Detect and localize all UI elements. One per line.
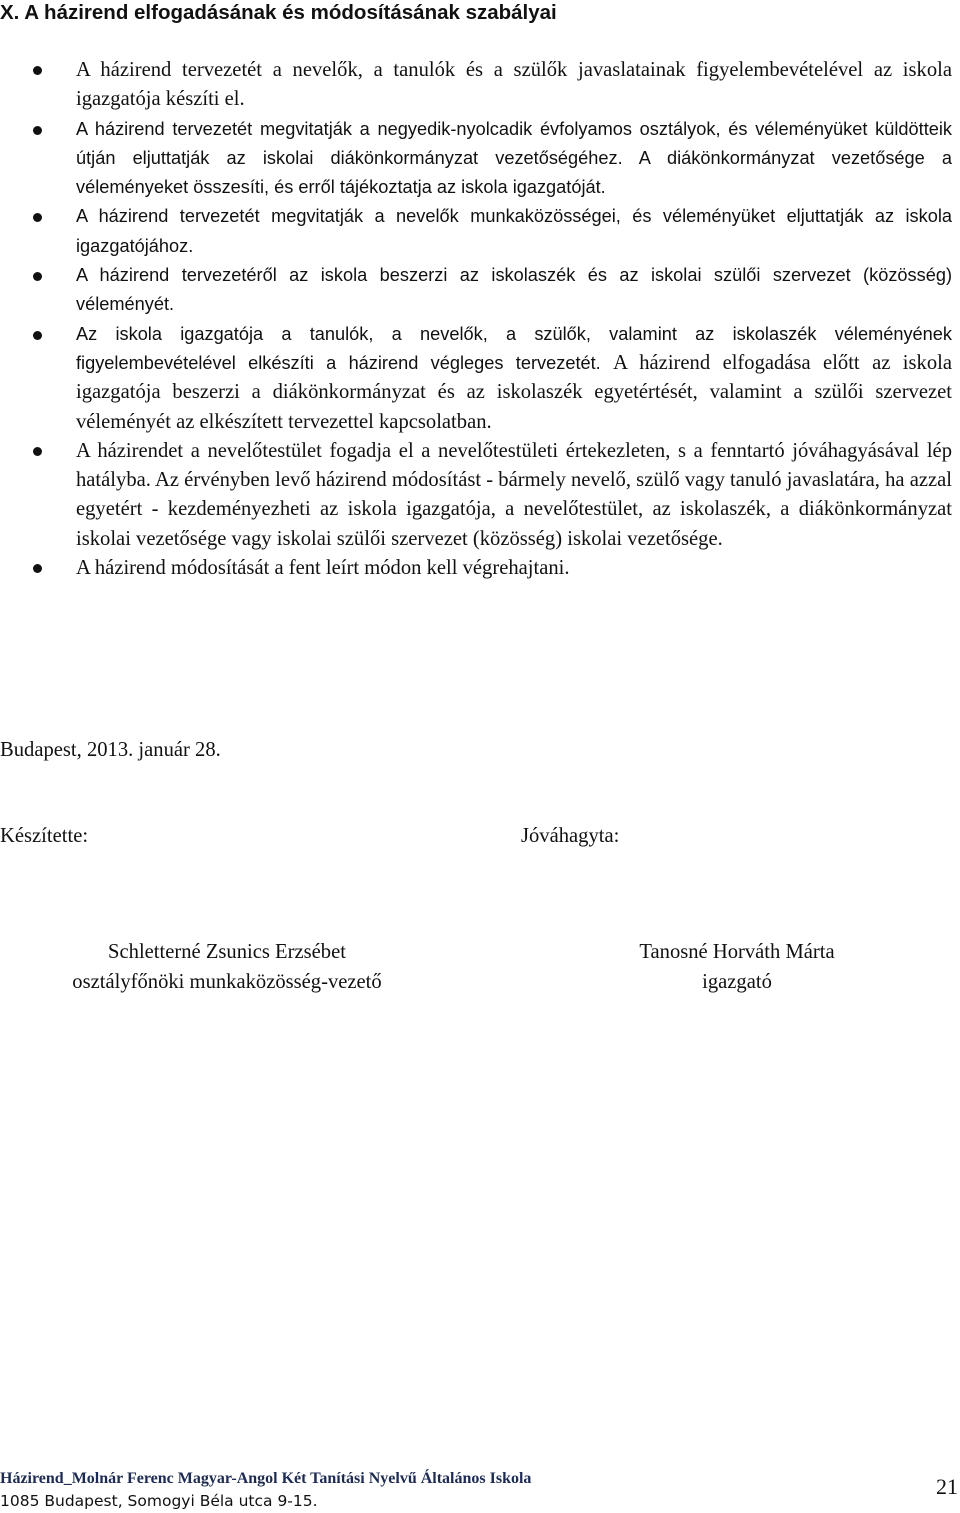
rule-text: A házirend tervezetét megvitatják a negyedik-nyolcadik évfolyamos osztályok, és véleményüket küldötteik útján eljuttatják az iskolai diákönkormányzat vezetőségéhez. A diákönkormányzat vezetősége a véleményeket összesíti, és erről tájékoztatja az iskola igazgatóját.: [76, 118, 952, 198]
section-heading: X. A házirend elfogadásának és módosításának szabályai: [0, 1, 557, 24]
rule-text: A házirend tervezetét a nevelők, a tanulók és a szülők javaslatainak figyelembevételével az iskola igazgatója készíti el.: [76, 59, 952, 111]
preparer-title: osztályfőnöki munkaközösség-vezető: [72, 970, 382, 993]
rule-item: [30, 202, 952, 261]
bullet-icon: [33, 126, 42, 135]
rule-text-serif: A házirend elfogadása előtt az iskola igazgatója beszerzi a diákönkormányzat és az iskolaszék egyetértését, valamint a szülői szervezet véleményét az elkészített tervezettel kapcsolatban.: [76, 351, 952, 433]
rule-text: A házirend tervezetéről az iskola beszerzi az iskolaszék és az iskolai szülői szervezet (közösség) véleményét.: [76, 265, 952, 315]
place-date: Budapest, 2013. január 28.: [0, 739, 221, 761]
preparer-signature-block: [27, 938, 427, 997]
page-number: 21: [936, 1474, 958, 1499]
preparer-name: Schletterné Zsunics Erzsébet: [108, 941, 346, 963]
approver-name: Tanosné Horváth Márta: [639, 941, 835, 963]
rule-item: [30, 115, 952, 203]
bullet-icon: [33, 447, 42, 456]
bullet-icon: [33, 272, 42, 281]
rule-text: A házirendet a nevelőtestület fogadja el a nevelőtestületi értekezleten, s a fenntartó jóváhagyásával lép hatályba. Az érvényben levő házirend módosítást - bármely nevelő, szülő vagy tanuló javaslatára, ha azzal egyetért - kezdeményezheti az iskola igazgatója, a nevelőtestület, az iskolaszék, a diákönkormányzat iskolai vezetősége vagy iskolai szülői szervezet (közösség) iskolai vezetősége.: [76, 439, 952, 550]
approver-title: igazgató: [702, 970, 772, 993]
rules-list: [30, 56, 952, 583]
rule-item: [30, 437, 952, 554]
footer-address: 1085 Budapest, Somogyi Béla utca 9-15.: [0, 1492, 318, 1510]
rule-text: Az iskola igazgatója a tanulók, a nevelők, a szülők, valamint az iskolaszék véleményének figyelembevételével elkészíti a házirend végleges tervezetét.: [76, 323, 952, 373]
footer-school-name: Házirend_Molnár Ferenc Magyar-Angol Két Tanítási Nyelvű Általános Iskola: [0, 1470, 532, 1487]
bullet-icon: [33, 66, 42, 75]
rule-item: [30, 56, 952, 115]
rule-item: [30, 554, 952, 583]
rule-text: A házirend tervezetét megvitatják a nevelők munkaközösségei, és véleményüket eljuttatják az iskola igazgatójához.: [76, 206, 952, 256]
rule-item: [30, 261, 952, 320]
rule-text: A házirend módosítását a fent leírt módon kell végrehajtani.: [76, 557, 570, 580]
approver-signature-block: [537, 938, 937, 997]
prepared-by-label: Készítette:: [0, 825, 89, 847]
bullet-icon: [33, 564, 42, 573]
bullet-icon: [33, 213, 42, 222]
bullet-icon: [33, 331, 42, 340]
approved-by-label: Jóváhagyta:: [521, 825, 620, 847]
rule-item: [30, 320, 952, 437]
